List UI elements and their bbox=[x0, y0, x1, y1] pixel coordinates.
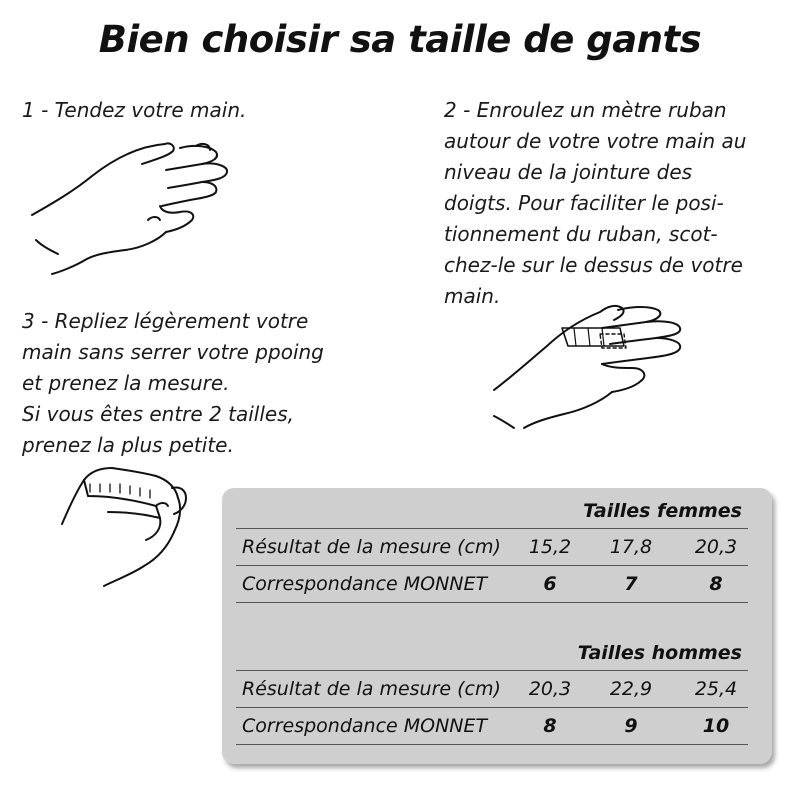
size-value: 7 bbox=[624, 573, 638, 595]
step-3-line: Si vous êtes entre 2 tailles, bbox=[22, 402, 295, 426]
measure-label: Résultat de la mesure (cm) bbox=[242, 536, 501, 558]
measure-value: 17,8 bbox=[609, 536, 653, 558]
step-2-line: autour de votre votre main au bbox=[444, 129, 747, 153]
size-value: 10 bbox=[702, 715, 730, 737]
step-3-line: 3 - Repliez légèrement votre bbox=[22, 309, 309, 333]
size-value: 9 bbox=[624, 715, 638, 737]
measure-value: 25,4 bbox=[694, 678, 738, 700]
step-2-line: 2 - Enroulez un mètre ruban bbox=[444, 98, 727, 122]
size-value: 6 bbox=[543, 573, 557, 595]
table-heading: Tailles femmes bbox=[583, 500, 742, 522]
open-hand-icon bbox=[30, 140, 240, 275]
size-table-card bbox=[222, 488, 772, 764]
measure-value: 20,3 bbox=[528, 678, 572, 700]
step-3-line: prenez la plus petite. bbox=[22, 433, 234, 457]
step-2-text bbox=[444, 95, 746, 312]
size-value: 8 bbox=[543, 715, 557, 737]
step-3-text bbox=[22, 306, 324, 461]
hand-with-tape-icon bbox=[492, 298, 702, 433]
step-2-line: chez-le sur le dessus de votre bbox=[444, 253, 743, 277]
folded-hand-measure-icon bbox=[60, 462, 210, 587]
measure-label: Résultat de la mesure (cm) bbox=[242, 678, 501, 700]
size-row bbox=[236, 565, 748, 603]
size-value: 8 bbox=[709, 573, 723, 595]
women-size-table bbox=[236, 494, 748, 603]
step-3-line: et prenez la mesure. bbox=[22, 371, 230, 395]
measure-value: 20,3 bbox=[694, 536, 738, 558]
size-label: Correspondance MONNET bbox=[242, 573, 488, 595]
step-2-line: tionnement du ruban, scot- bbox=[444, 222, 718, 246]
step-1-text bbox=[22, 95, 246, 126]
step-3-line: main sans serrer votre ppoing bbox=[22, 340, 324, 364]
step-1-line: 1 - Tendez votre main. bbox=[22, 98, 247, 122]
size-label: Correspondance MONNET bbox=[242, 715, 488, 737]
men-size-table bbox=[236, 636, 748, 745]
step-2-line: doigts. Pour faciliter le posi- bbox=[444, 191, 724, 215]
step-2-line: niveau de la jointure des bbox=[444, 160, 693, 184]
measure-value: 22,9 bbox=[609, 678, 653, 700]
step-2-line: main. bbox=[444, 284, 501, 308]
measure-row bbox=[236, 670, 748, 707]
table-heading: Tailles hommes bbox=[577, 642, 742, 664]
page-title: Bien choisir sa taille de gants bbox=[98, 18, 702, 61]
size-row bbox=[236, 707, 748, 745]
measure-value: 15,2 bbox=[528, 536, 572, 558]
measure-row bbox=[236, 528, 748, 565]
